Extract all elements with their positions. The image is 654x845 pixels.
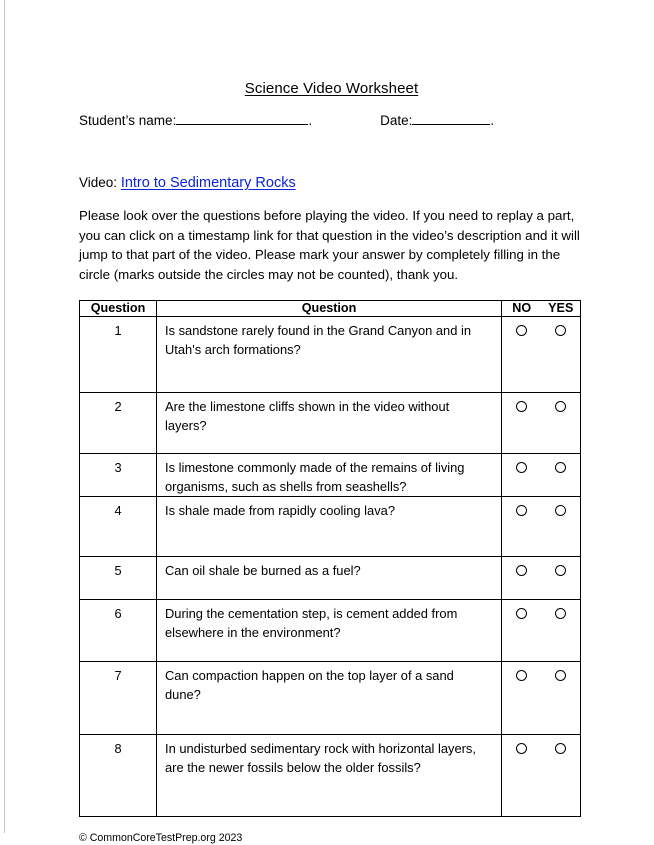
student-name-label: Student’s name: [79, 113, 177, 128]
answer-cell-no[interactable] [502, 600, 542, 662]
answer-bubble-yes-icon[interactable] [555, 565, 566, 576]
answer-cell-yes[interactable] [542, 454, 581, 497]
table-row [80, 735, 581, 817]
answer-cell-no[interactable] [502, 317, 542, 393]
answer-cell-yes[interactable] [542, 317, 581, 393]
table-row [80, 662, 581, 735]
answer-bubble-yes-icon[interactable] [555, 608, 566, 619]
header-no: NO [502, 301, 542, 317]
answer-bubble-yes-icon[interactable] [555, 743, 566, 754]
table-header-row [80, 301, 581, 317]
document-page [4, 0, 654, 845]
answer-bubble-no-icon[interactable] [516, 325, 527, 336]
answer-cell-no[interactable] [502, 393, 542, 454]
header-question-text: Question [157, 301, 502, 317]
question-number: 4 [80, 497, 157, 557]
answer-cell-no[interactable] [502, 662, 542, 735]
table-row [80, 497, 581, 557]
table-row [80, 600, 581, 662]
answer-cell-yes[interactable] [542, 662, 581, 735]
page-title-text: Science Video Worksheet [244, 80, 419, 97]
table-row [80, 393, 581, 454]
answer-bubble-no-icon[interactable] [516, 565, 527, 576]
answer-cell-yes[interactable] [542, 557, 581, 600]
answer-bubble-no-icon[interactable] [516, 743, 527, 754]
table-row [80, 557, 581, 600]
question-text: Is limestone commonly made of the remains of living organisms, such as shells from seashells? [157, 454, 502, 497]
questions-table-body [80, 317, 581, 817]
video-line [79, 174, 584, 192]
answer-bubble-yes-icon[interactable] [555, 401, 566, 412]
date-label: Date: [380, 113, 413, 128]
answer-bubble-yes-icon[interactable] [555, 505, 566, 516]
answer-cell-no[interactable] [502, 454, 542, 497]
copyright-footer: © CommonCoreTestPrep.org 2023 [79, 832, 243, 845]
question-text: In undisturbed sedimentary rock with horizontal layers, are the newer fossils below the older fossils? [157, 735, 502, 817]
page-title [79, 80, 584, 98]
question-text: During the cementation step, is cement added from elsewhere in the environment? [157, 600, 502, 662]
student-info-line [79, 111, 584, 129]
header-question-number: Question [80, 301, 157, 317]
answer-cell-no[interactable] [502, 497, 542, 557]
answer-bubble-no-icon[interactable] [516, 608, 527, 619]
question-number: 3 [80, 454, 157, 497]
answer-bubble-yes-icon[interactable] [555, 325, 566, 336]
answer-bubble-no-icon[interactable] [516, 670, 527, 681]
question-number: 5 [80, 557, 157, 600]
table-row [80, 454, 581, 497]
video-link[interactable]: Intro to Sedimentary Rocks [120, 175, 296, 191]
questions-table [79, 300, 581, 817]
answer-bubble-no-icon[interactable] [516, 401, 527, 412]
answer-cell-yes[interactable] [542, 497, 581, 557]
answer-cell-yes[interactable] [542, 393, 581, 454]
question-number: 1 [80, 317, 157, 393]
date-trailing-period: . [490, 113, 495, 128]
answer-bubble-yes-icon[interactable] [555, 670, 566, 681]
instructions-paragraph: Please look over the questions before playing the video. If you need to replay a part, you can click on a timestamp link for that question in the video’s description and it will jump to that part of the video. Please mark your answer by completely filling in the circle (marks outside the circles may not be counted), thank you. [79, 208, 580, 282]
question-text: Can compaction happen on the top layer of a sand dune? [157, 662, 502, 735]
answer-cell-no[interactable] [502, 557, 542, 600]
answer-bubble-yes-icon[interactable] [555, 462, 566, 473]
document-body [79, 0, 584, 845]
student-name-trailing-period: . [308, 113, 313, 128]
answer-bubble-no-icon[interactable] [516, 462, 527, 473]
student-name-input[interactable] [176, 111, 308, 125]
date-input[interactable] [412, 111, 490, 125]
question-number: 6 [80, 600, 157, 662]
answer-cell-no[interactable] [502, 735, 542, 817]
answer-cell-yes[interactable] [542, 600, 581, 662]
answer-bubble-no-icon[interactable] [516, 505, 527, 516]
question-number: 2 [80, 393, 157, 454]
question-number: 8 [80, 735, 157, 817]
question-number: 7 [80, 662, 157, 735]
questions-table-header [80, 301, 581, 317]
question-text: Can oil shale be burned as a fuel? [157, 557, 502, 600]
video-label: Video: [79, 175, 118, 190]
question-text: Is sandstone rarely found in the Grand Canyon and in Utah's arch formations? [157, 317, 502, 393]
answer-cell-yes[interactable] [542, 735, 581, 817]
header-yes: YES [542, 301, 581, 317]
table-row [80, 317, 581, 393]
question-text: Are the limestone cliffs shown in the video without layers? [157, 393, 502, 454]
question-text: Is shale made from rapidly cooling lava? [157, 497, 502, 557]
